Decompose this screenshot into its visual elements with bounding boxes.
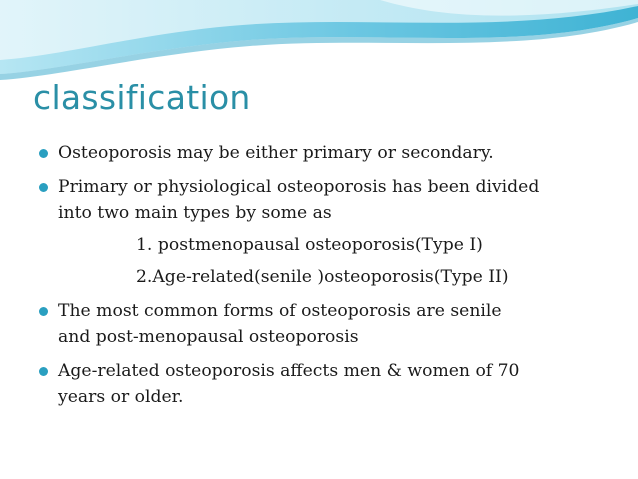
bullet-text: into two main types by some as [58, 203, 332, 223]
bullet-text: Age-related osteoporosis affects men & women of 70 [58, 361, 520, 381]
bullet-text: Primary or physiological osteoporosis has been divided [58, 177, 540, 197]
list-item [36, 298, 616, 350]
list-item [36, 174, 616, 290]
bullet-text: years or older. [58, 387, 184, 407]
bullet-icon [39, 307, 48, 316]
bullet-text: and post-menopausal osteoporosis [58, 327, 359, 347]
bullet-icon [39, 149, 48, 158]
list-item [36, 358, 616, 410]
sub-item-type-1: 1. postmenopausal osteoporosis(Type I) [136, 235, 483, 255]
header-wave-decoration [0, 0, 638, 90]
list-item [36, 140, 616, 166]
bullet-list [36, 140, 616, 410]
bullet-icon [39, 367, 48, 376]
sub-item-type-2: 2.Age-related(senile )osteoporosis(Type II) [136, 267, 509, 287]
slide-title: classification [33, 78, 251, 117]
bullet-text: The most common forms of osteoporosis are senile [58, 301, 502, 321]
bullet-text: Osteoporosis may be either primary or secondary. [58, 143, 494, 163]
bullet-icon [39, 183, 48, 192]
